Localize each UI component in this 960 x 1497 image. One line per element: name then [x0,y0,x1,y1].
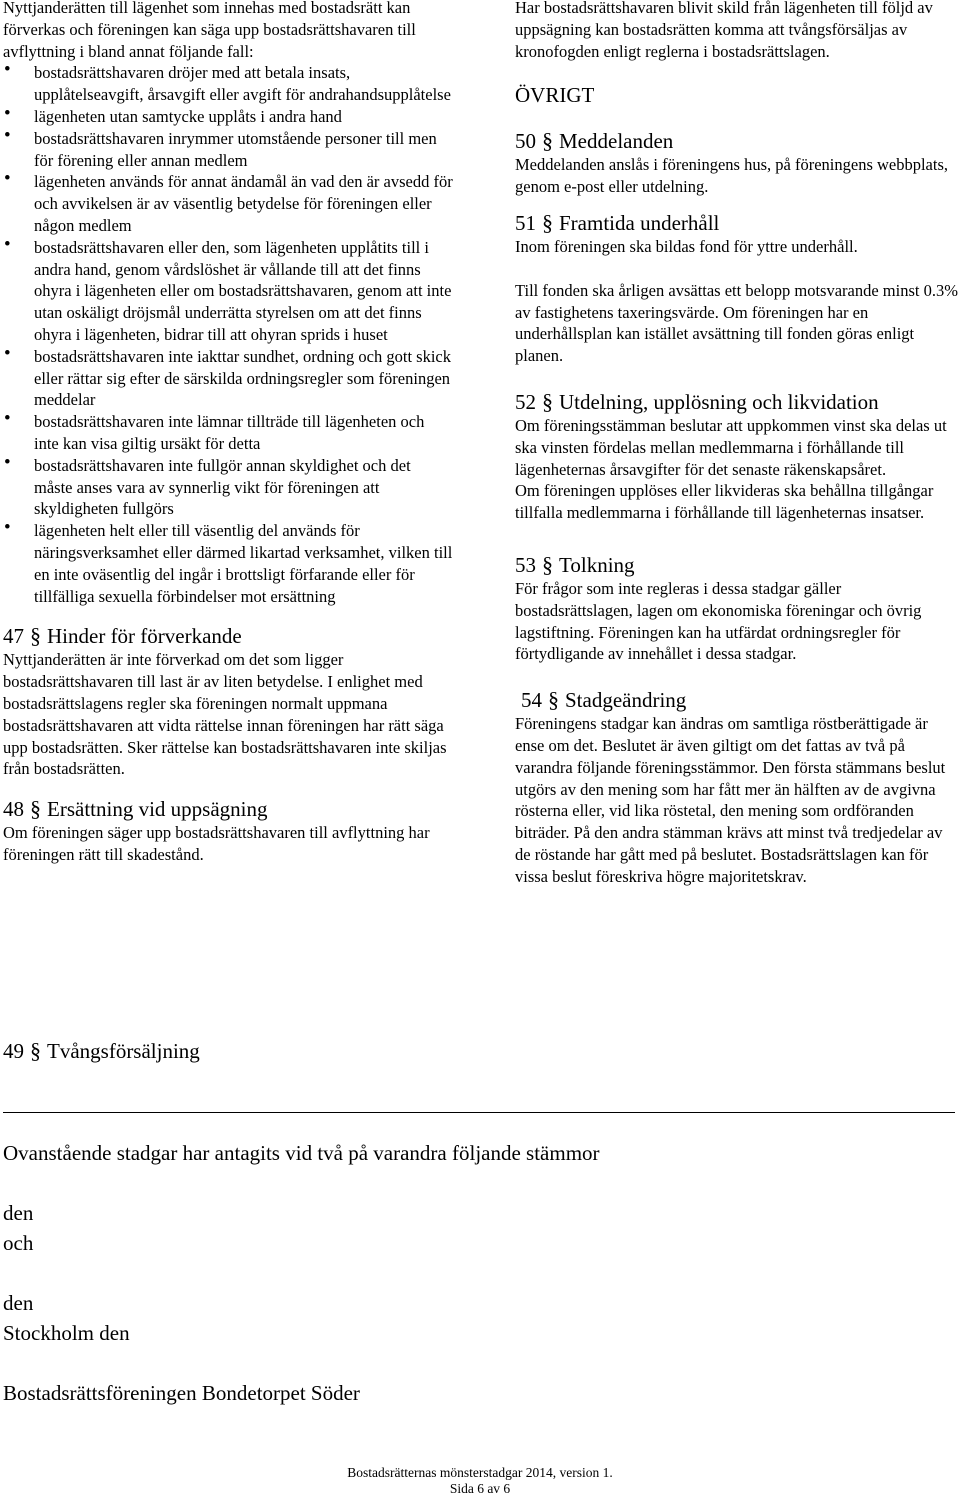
section-49-heading [3,1038,200,1064]
adoption-block [3,1138,600,1408]
list-item: • bostadsrättshavaren dröjer med att betala insats, upplåtelseavgift, årsavgift eller avgift för andrahandsupplåtelse [3,62,453,106]
section-sign: § [548,687,559,713]
section-title: Framtida underhåll [559,210,720,235]
section-54-heading [515,687,960,713]
association-name: Bostadsrättsföreningen Bondetorpet Söder [3,1381,360,1405]
adoption-statement: Ovanstående stadgar har antagits vid två på varandra följande stämmor [3,1141,600,1165]
section-53-heading [515,552,960,578]
section-51-heading [515,210,960,236]
forfeiture-list [3,62,453,607]
section-title: Hinder för förverkande [47,624,242,649]
section-53-text: För frågor som inte regleras i dessa stadgar gäller bostadsrättslagen, lagen om ekonomiska föreningar och övrig lagstiftning. Föreningen kan ha utfärdat ordningsregler för förtydligande av innehållet i dessa stadgar. [515,578,922,664]
list-item: • bostadsrättshavaren inte fullgör annan skyldighet och det måste anses vara av synnerlig vikt för föreningen att skyldigheten fullgörs [3,455,453,520]
section-52-heading [515,389,960,415]
date-line-2: den [3,1291,34,1315]
section-title: Tolkning [559,552,635,577]
section-number: 47 [3,624,24,649]
page-number: Sida 6 av 6 [449,1481,511,1496]
section-51-text-2: Till fonden ska årligen avsättas ett belopp motsvarande minst 0.3% av fastighetens taxeringsvärde. Om föreningen har en underhållsplan kan istället avsättning till fonden göras enligt planen. [515,280,958,366]
section-47-text: Nyttjanderätten är inte förverkad om det som ligger bostadsrättshavaren till last är av liten betydelse. I enlighet med bostadsrättslagens regler ska föreningen normalt uppmana bostadsrättshavaren att vidta rättelse innan föreningen har rätt säga upp bostadsrätten. Sker rättelse kan bostadsrättshavaren inte skiljas från bostadsrätten. [3,650,447,779]
list-item: • bostadsrättshavaren inte lämnar tillträde till lägenheten och inte kan visa giltig ursäkt för detta [3,411,453,455]
section-sign: § [542,209,553,235]
section-sign: § [30,796,41,822]
section-48-heading [3,796,453,822]
section-51-text: Inom föreningen ska bildas fond för yttre underhåll. [515,236,858,256]
section-number: 48 [3,797,24,822]
section-50-text: Meddelanden anslås i föreningens hus, på föreningens webbplats, genom e-post eller utdelning. [515,155,949,197]
section-title: Tvångsförsäljning [47,1039,200,1063]
ovrigt-heading: ÖVRIGT [515,83,595,108]
section-number: 54 [521,688,542,713]
section-number: 53 [515,552,536,577]
place-date-line: Stockholm den [3,1321,130,1345]
footer-title: Bostadsrätternas mönsterstadgar 2014, version 1. [347,1465,613,1480]
list-item: • lägenheten utan samtycke upplåts i andra hand [3,106,453,128]
section-number: 52 [515,389,536,414]
and-line: och [3,1231,34,1255]
date-line-1: den [3,1201,34,1225]
section-48-text: Om föreningen säger upp bostadsrättshavaren till avflyttning har föreningen rätt till skadestånd. [3,823,430,864]
section-sign: § [542,128,553,154]
list-item: • bostadsrättshavaren inrymmer utomstående personer till men för förening eller annan medlem [3,128,453,172]
section-54-text: Föreningens stadgar kan ändras om samtliga röstberättigade är ense om det. Beslutet är även giltigt om det fattas av två på varandra följande föreningsstämmor. Den första stämmans beslut utgörs av den mening som har fått mer än hälften av de avgivna rösterna eller, vid lika röstetal, den mening som ordföranden biträder. På den andra stämman krävs att minst två tredjedelar av de röstande har gått med på beslutet. Bostadsrättslagen kan för vissa beslut föreskriva högre majoritetskrav. [515,714,946,886]
section-title: Ersättning vid uppsägning [47,797,268,822]
section-number: 51 [515,210,536,235]
right-column [515,0,960,888]
section-sign: § [542,388,553,414]
section-47-heading [3,623,453,649]
section-number: 49 [3,1039,24,1063]
section-number: 50 [515,129,536,154]
section-49-text: Har bostadsrättshavaren blivit skild från lägenheten till följd av uppsägning kan bostadsrätten komma att tvångsförsäljas av kronofogden enligt reglerna i bostadsrättslagen. [515,0,933,61]
list-item: • bostadsrättshavaren inte iakttar sundhet, ordning och gott skick eller rättar sig efter de särskilda ordningsregler som föreningen meddelar [3,346,453,411]
section-title: Utdelning, upplösning och likvidation [559,389,879,414]
section-title: Meddelanden [559,129,674,154]
section-title: Stadgeändring [565,688,687,713]
section-sign: § [30,1038,41,1063]
section-52-text: Om föreningsstämman beslutar att uppkommen vinst ska delas ut ska vinsten fördelas mellan medlemmarna i förhållande till lägenheternas årsavgifter för det senaste räkenskapsåret. [515,415,947,479]
list-item: • bostadsrättshavaren eller den, som lägenheten upplåtits till i andra hand, genom vårdslöshet är vållande till att det finns ohyra i lägenheten eller om bostadsrättshavaren, genom att inte utan oskäligt dröjsmål underrätta styrelsen om att det finns ohyra i lägenheten, bidrar till att ohyran sprids i huset [3,237,453,346]
forfeiture-intro: Nyttjanderätten till lägenhet som innehas med bostadsrätt kan förverkas och föreningen kan säga upp bostadsrättshavaren till avflyttning i bland annat följande fall: [3,0,416,61]
section-50-heading [515,128,960,154]
left-column [3,0,453,866]
horizontal-divider [3,1112,955,1113]
section-52-text-2: Om föreningen upplöses eller likvideras ska behållna tillgångar tillfalla medlemmarna i förhållande till lägenheternas insatser. [515,481,934,523]
list-item: • lägenheten helt eller till väsentlig del används för näringsverksamhet eller därmed likartad verksamhet, vilken till en inte oväsentlig del ingår i brottsligt förfarande eller för tillfälliga sexuella förbindelser mot ersättning [3,520,453,607]
page-footer [0,1465,960,1497]
list-item: • lägenheten används för annat ändamål än vad den är avsedd för och avvikelsen är av väsentlig betydelse för föreningen eller någon medlem [3,171,453,236]
section-sign: § [542,551,553,577]
section-sign: § [30,623,41,649]
